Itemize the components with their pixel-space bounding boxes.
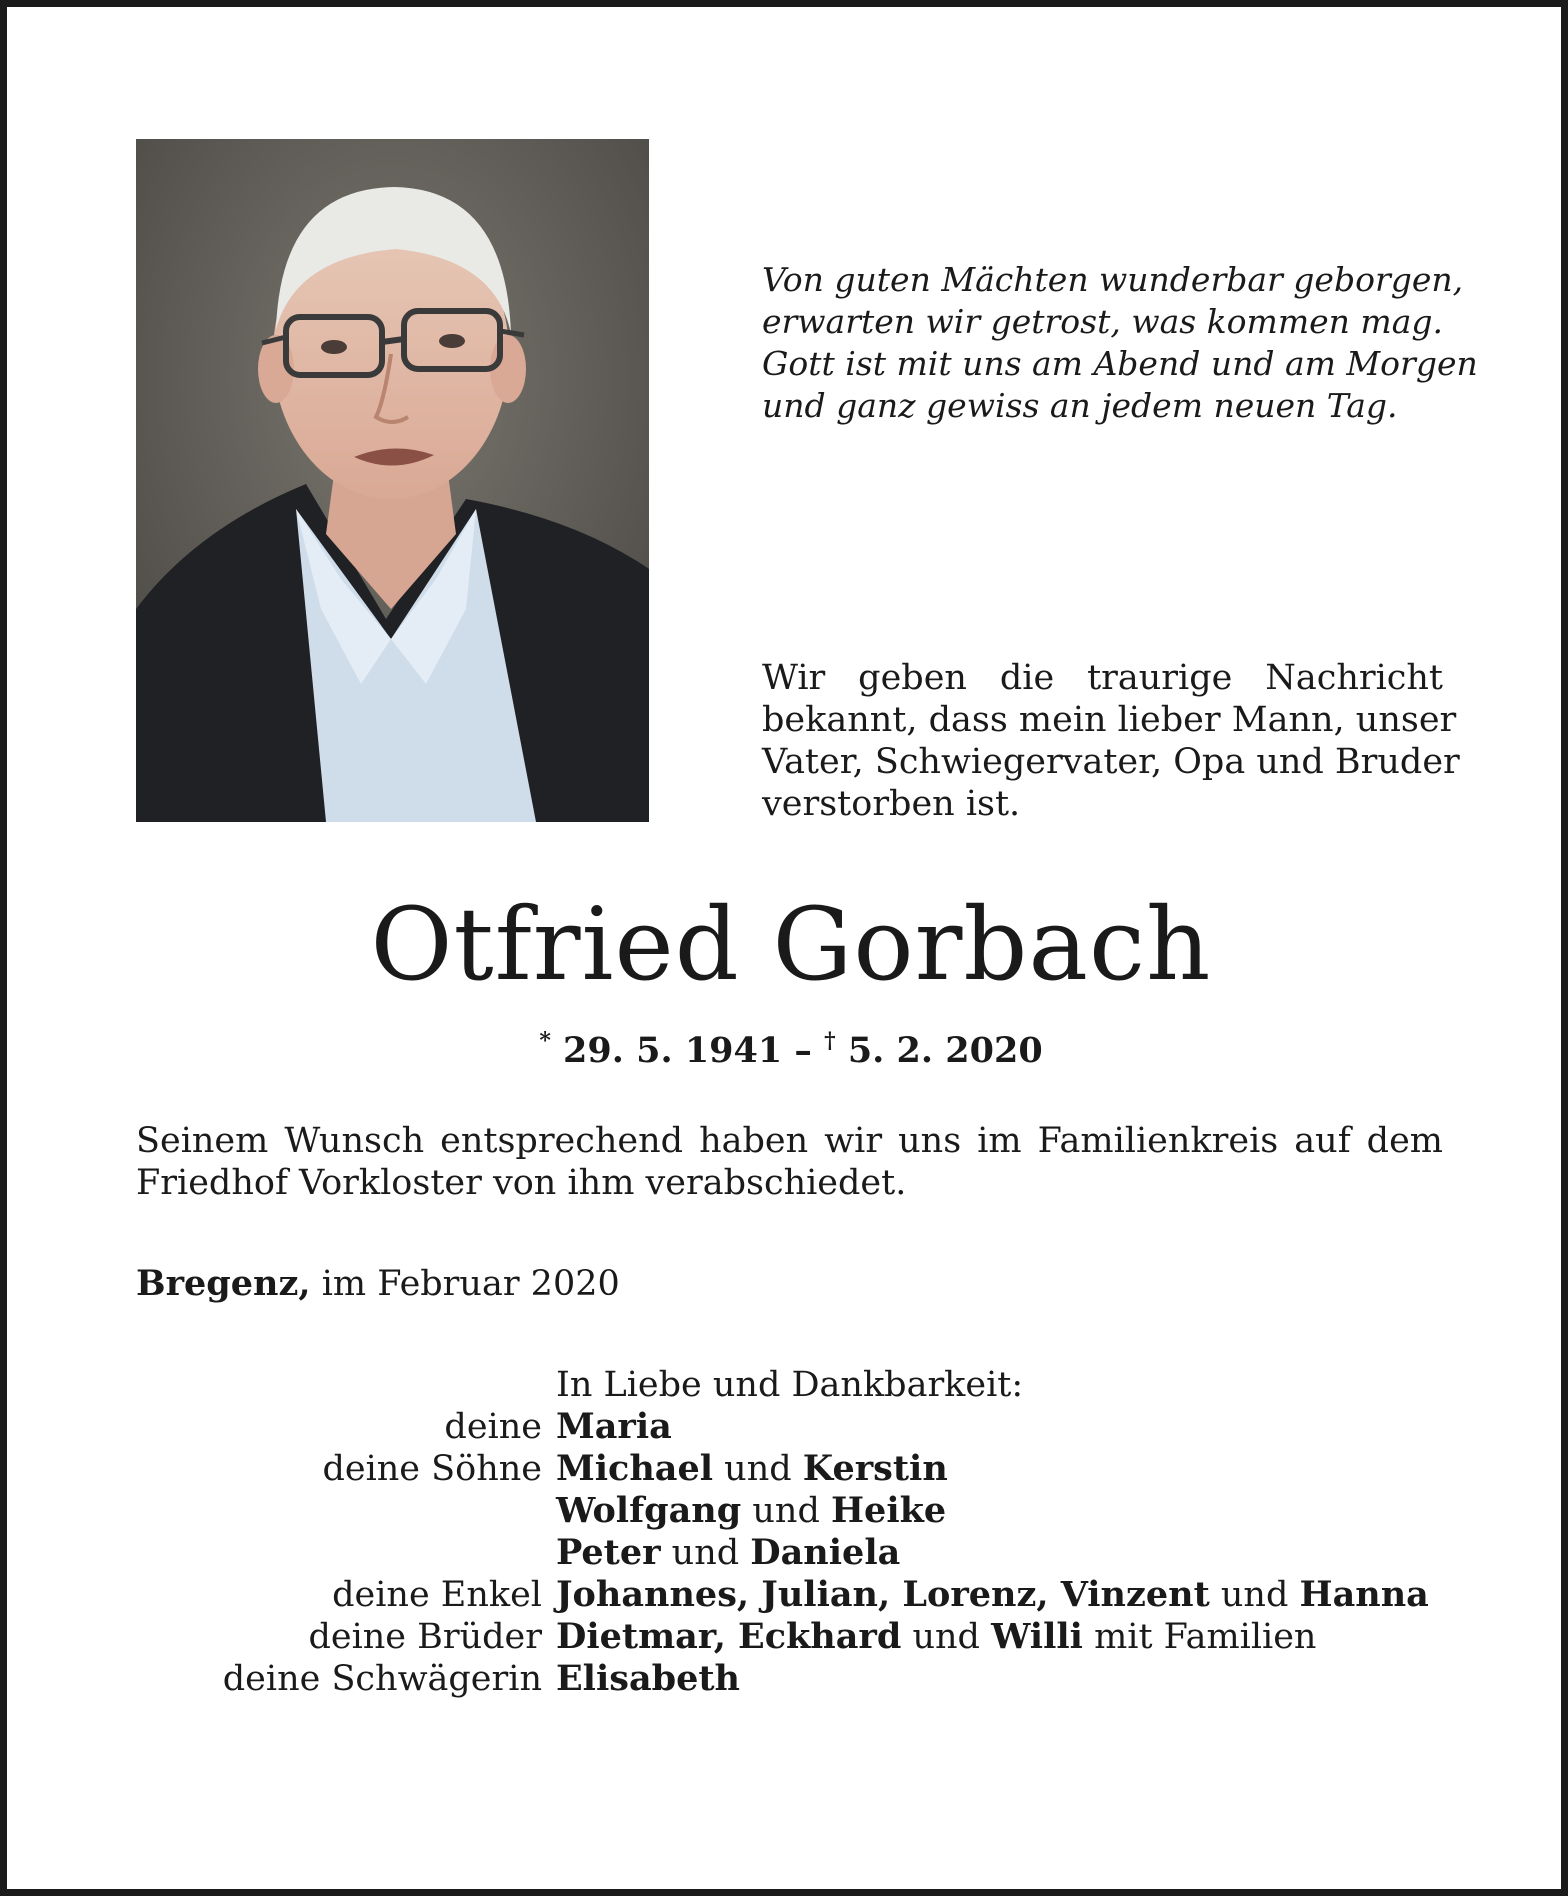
mourners-intro: In Liebe und Dankbarkeit: <box>556 1365 1024 1405</box>
mourner-row <box>136 1616 1486 1658</box>
birth-date: 29. 5. 1941 <box>563 1030 783 1071</box>
death-symbol: † <box>824 1028 836 1054</box>
mourner-row <box>136 1448 1486 1490</box>
mourner-row <box>136 1658 1486 1700</box>
mourner-names <box>556 1448 948 1490</box>
mourners-intro-row <box>136 1364 1486 1406</box>
mourner-names <box>556 1658 740 1700</box>
announcement-line: verstorben ist. <box>762 784 1021 824</box>
mourner-connector: und <box>1209 1575 1300 1615</box>
place: Bregenz, <box>136 1263 311 1304</box>
mourner-names <box>556 1574 1429 1616</box>
mourner-relation: deine <box>444 1407 542 1447</box>
mourner-name: Willi <box>991 1616 1083 1657</box>
mourner-connector: mit Familien <box>1082 1617 1317 1657</box>
announcement-line: Wir geben die traurige Nachricht <box>762 658 1443 698</box>
mourner-name: Heike <box>830 1490 947 1531</box>
mourner-name: Wolfgang <box>556 1490 742 1531</box>
announcement-line: Vater, Schwiegervater, Opa und Bruder <box>762 742 1460 782</box>
mourner-relation: deine Söhne <box>322 1449 542 1489</box>
mourner-row <box>136 1406 1486 1448</box>
date-text: im Februar 2020 <box>321 1264 620 1304</box>
date-dash: – <box>794 1030 812 1071</box>
mourner-connector: und <box>660 1533 751 1573</box>
mourner-name: Johannes, Julian, Lorenz, Vinzent <box>556 1574 1210 1615</box>
mourner-name: Hanna <box>1299 1574 1429 1615</box>
mourners-list <box>136 1364 1486 1700</box>
announcement <box>762 657 1460 825</box>
mourner-relation: deine Enkel <box>332 1575 542 1615</box>
mourner-connector: und <box>741 1491 831 1531</box>
farewell-line: Seinem Wunsch entsprechend haben wir uns im Familienkreis auf dem <box>136 1121 1443 1161</box>
mourner-relation: deine Schwägerin <box>222 1659 542 1699</box>
deceased-name: Otfried Gorbach <box>370 886 1212 1003</box>
portrait-photo <box>136 139 649 822</box>
poem <box>762 259 1482 427</box>
mourner-name: Dietmar, Eckhard <box>556 1616 902 1657</box>
farewell-line: Friedhof Vorkloster von ihm verabschiedet. <box>136 1163 907 1203</box>
poem-line: Gott ist mit uns am Abend und am Morgen <box>762 344 1478 383</box>
mourner-name: Daniela <box>750 1532 901 1573</box>
place-date <box>136 1263 620 1305</box>
mourner-connector: und <box>713 1449 803 1489</box>
mourner-connector: und <box>901 1617 992 1657</box>
mourner-name: Kerstin <box>802 1448 948 1489</box>
mourner-relation: deine Brüder <box>308 1617 542 1657</box>
poem-line: erwarten wir getrost, was kommen mag. <box>762 302 1443 341</box>
mourner-names <box>556 1406 672 1448</box>
mourner-name: Michael <box>556 1448 714 1489</box>
mourner-names <box>556 1616 1316 1658</box>
farewell-paragraph <box>136 1120 1443 1204</box>
life-dates <box>7 1019 1568 1073</box>
mourner-row <box>136 1532 1486 1574</box>
mourner-name: Elisabeth <box>556 1658 741 1699</box>
mourner-name: Peter <box>556 1532 661 1573</box>
birth-symbol: * <box>539 1028 551 1054</box>
poem-line: und ganz gewiss an jedem neuen Tag. <box>762 386 1398 425</box>
death-date: 5. 2. 2020 <box>847 1030 1043 1071</box>
mourner-row <box>136 1574 1486 1616</box>
mourner-name: Maria <box>556 1406 672 1447</box>
mourner-names <box>556 1490 946 1532</box>
announcement-line: bekannt, dass mein lieber Mann, unser <box>762 700 1457 740</box>
poem-line: Von guten Mächten wunderbar geborgen, <box>762 260 1464 299</box>
portrait-illustration <box>136 139 649 822</box>
mourner-row <box>136 1490 1486 1532</box>
mourner-names <box>556 1532 900 1574</box>
